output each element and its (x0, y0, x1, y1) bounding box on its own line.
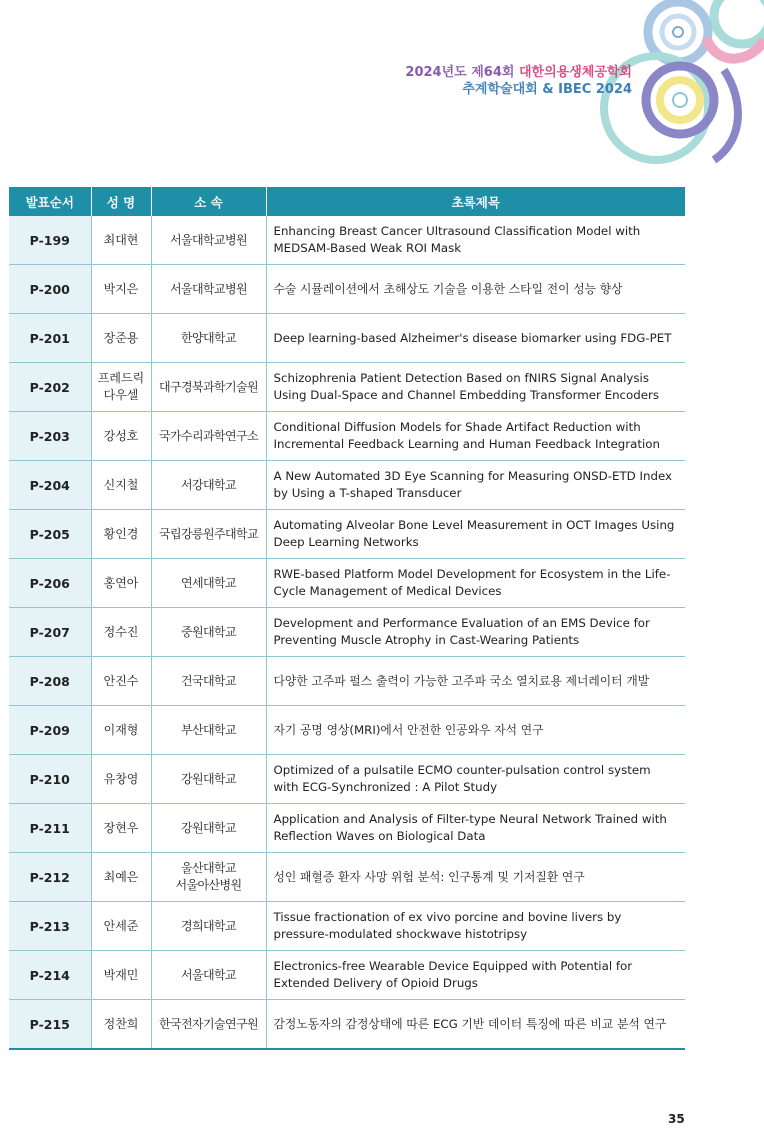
table-row (9, 461, 685, 510)
presenter-name: 최예은 (91, 853, 151, 902)
table-row (9, 559, 685, 608)
presenter-name: 황인경 (91, 510, 151, 559)
presenter-name: 신지철 (91, 461, 151, 510)
abstract-title: 다양한 고주파 펄스 출력이 가능한 고주파 국소 열치료용 제너레이터 개발 (266, 657, 685, 706)
presentation-id: P-201 (9, 314, 91, 363)
table-header-row (9, 187, 685, 216)
abstract-title: Development and Performance Evaluation of an EMS Device for Preventing Muscle Atrophy in Cast-Wearing Patients (266, 608, 685, 657)
header-order: 발표순서 (9, 187, 91, 216)
abstract-title: 감정노동자의 감정상태에 따른 ECG 기반 데이터 특징에 따른 비교 분석 연구 (266, 1000, 685, 1050)
abstract-title: Application and Analysis of Filter-type Neural Network Trained with Reflection Waves on Biological Data (266, 804, 685, 853)
presenter-name: 안세준 (91, 902, 151, 951)
presentation-id: P-207 (9, 608, 91, 657)
affiliation: 한국전자기술연구원 (151, 1000, 266, 1050)
presentation-schedule-table (9, 187, 685, 1050)
abstract-title: Schizophrenia Patient Detection Based on fNIRS Signal Analysis Using Dual-Space and Channel Embedding Transformer Encoders (266, 363, 685, 412)
conference-title (405, 64, 632, 98)
affiliation: 대구경북과학기술원 (151, 363, 266, 412)
presentation-id: P-215 (9, 1000, 91, 1050)
presentation-id: P-202 (9, 363, 91, 412)
affiliation: 중원대학교 (151, 608, 266, 657)
header-abstract-title: 초록제목 (266, 187, 685, 216)
presenter-name: 프레드릭 다우셀 (91, 363, 151, 412)
table-row (9, 412, 685, 461)
header-affiliation: 소 속 (151, 187, 266, 216)
presentation-id: P-203 (9, 412, 91, 461)
abstract-title: Enhancing Breast Cancer Ultrasound Classification Model with MEDSAM-Based Weak ROI Mask (266, 216, 685, 265)
table-row (9, 1000, 685, 1050)
table-row (9, 853, 685, 902)
abstract-title: RWE-based Platform Model Development for Ecosystem in the Life-Cycle Management of Medical Devices (266, 559, 685, 608)
affiliation: 서강대학교 (151, 461, 266, 510)
table-row (9, 608, 685, 657)
abstract-title: Optimized of a pulsatile ECMO counter-pulsation control system with ECG-Synchronized : A Pilot Study (266, 755, 685, 804)
table-row (9, 216, 685, 265)
presenter-name: 장현우 (91, 804, 151, 853)
table-row (9, 265, 685, 314)
header-name: 성 명 (91, 187, 151, 216)
presentation-id: P-209 (9, 706, 91, 755)
affiliation: 서울대학교병원 (151, 216, 266, 265)
presentation-id: P-212 (9, 853, 91, 902)
presenter-name: 정찬희 (91, 1000, 151, 1050)
abstract-title: Deep learning-based Alzheimer's disease biomarker using FDG-PET (266, 314, 685, 363)
presentation-id: P-200 (9, 265, 91, 314)
affiliation: 건국대학교 (151, 657, 266, 706)
conference-title-event: 추계학술대회 & IBEC 2024 (462, 82, 632, 97)
presentation-id: P-213 (9, 902, 91, 951)
presentation-id: P-199 (9, 216, 91, 265)
affiliation: 국가수리과학연구소 (151, 412, 266, 461)
table-row (9, 314, 685, 363)
conference-title-society: 대한의용생체공학회 (518, 65, 632, 80)
page-number: 35 (668, 1112, 685, 1126)
presentation-id: P-204 (9, 461, 91, 510)
presenter-name: 유창영 (91, 755, 151, 804)
affiliation: 한양대학교 (151, 314, 266, 363)
affiliation: 부산대학교 (151, 706, 266, 755)
abstract-title: Electronics-free Wearable Device Equipped with Potential for Extended Delivery of Opioid Drugs (266, 951, 685, 1000)
abstract-title: A New Automated 3D Eye Scanning for Measuring ONSD-ETD Index by Using a T-shaped Transducer (266, 461, 685, 510)
affiliation: 울산대학교 서울아산병원 (151, 853, 266, 902)
presentation-id: P-214 (9, 951, 91, 1000)
presenter-name: 이재형 (91, 706, 151, 755)
presenter-name: 박재민 (91, 951, 151, 1000)
table-row (9, 804, 685, 853)
presenter-name: 정수진 (91, 608, 151, 657)
table-row (9, 951, 685, 1000)
abstract-title: 성인 패혈증 환자 사망 위험 분석: 인구통계 및 기저질환 연구 (266, 853, 685, 902)
presentation-id: P-206 (9, 559, 91, 608)
abstract-title: Tissue fractionation of ex vivo porcine and bovine livers by pressure-modulated shockwave histotripsy (266, 902, 685, 951)
abstract-title: 수술 시뮬레이션에서 초해상도 기술을 이용한 스타일 전이 성능 향상 (266, 265, 685, 314)
presentation-id: P-211 (9, 804, 91, 853)
conference-title-year: 2024년도 제64회 (405, 65, 519, 80)
table-row (9, 363, 685, 412)
table-row (9, 657, 685, 706)
affiliation: 국립강릉원주대학교 (151, 510, 266, 559)
presenter-name: 안진수 (91, 657, 151, 706)
affiliation: 연세대학교 (151, 559, 266, 608)
presentation-id: P-205 (9, 510, 91, 559)
table-row (9, 755, 685, 804)
presentation-id: P-210 (9, 755, 91, 804)
affiliation: 경희대학교 (151, 902, 266, 951)
abstract-title: 자기 공명 영상(MRI)에서 안전한 인공와우 자석 연구 (266, 706, 685, 755)
presenter-name: 박지은 (91, 265, 151, 314)
presentation-id: P-208 (9, 657, 91, 706)
presenter-name: 강성호 (91, 412, 151, 461)
abstract-title: Automating Alveolar Bone Level Measurement in OCT Images Using Deep Learning Networks (266, 510, 685, 559)
affiliation: 강원대학교 (151, 804, 266, 853)
presenter-name: 장준용 (91, 314, 151, 363)
table-row (9, 902, 685, 951)
affiliation: 서울대학교 (151, 951, 266, 1000)
presenter-name: 홍연아 (91, 559, 151, 608)
presenter-name: 최대현 (91, 216, 151, 265)
table-row (9, 510, 685, 559)
affiliation: 강원대학교 (151, 755, 266, 804)
table-row (9, 706, 685, 755)
affiliation: 서울대학교병원 (151, 265, 266, 314)
abstract-title: Conditional Diffusion Models for Shade Artifact Reduction with Incremental Feedback Learning and Human Feedback Integration (266, 412, 685, 461)
